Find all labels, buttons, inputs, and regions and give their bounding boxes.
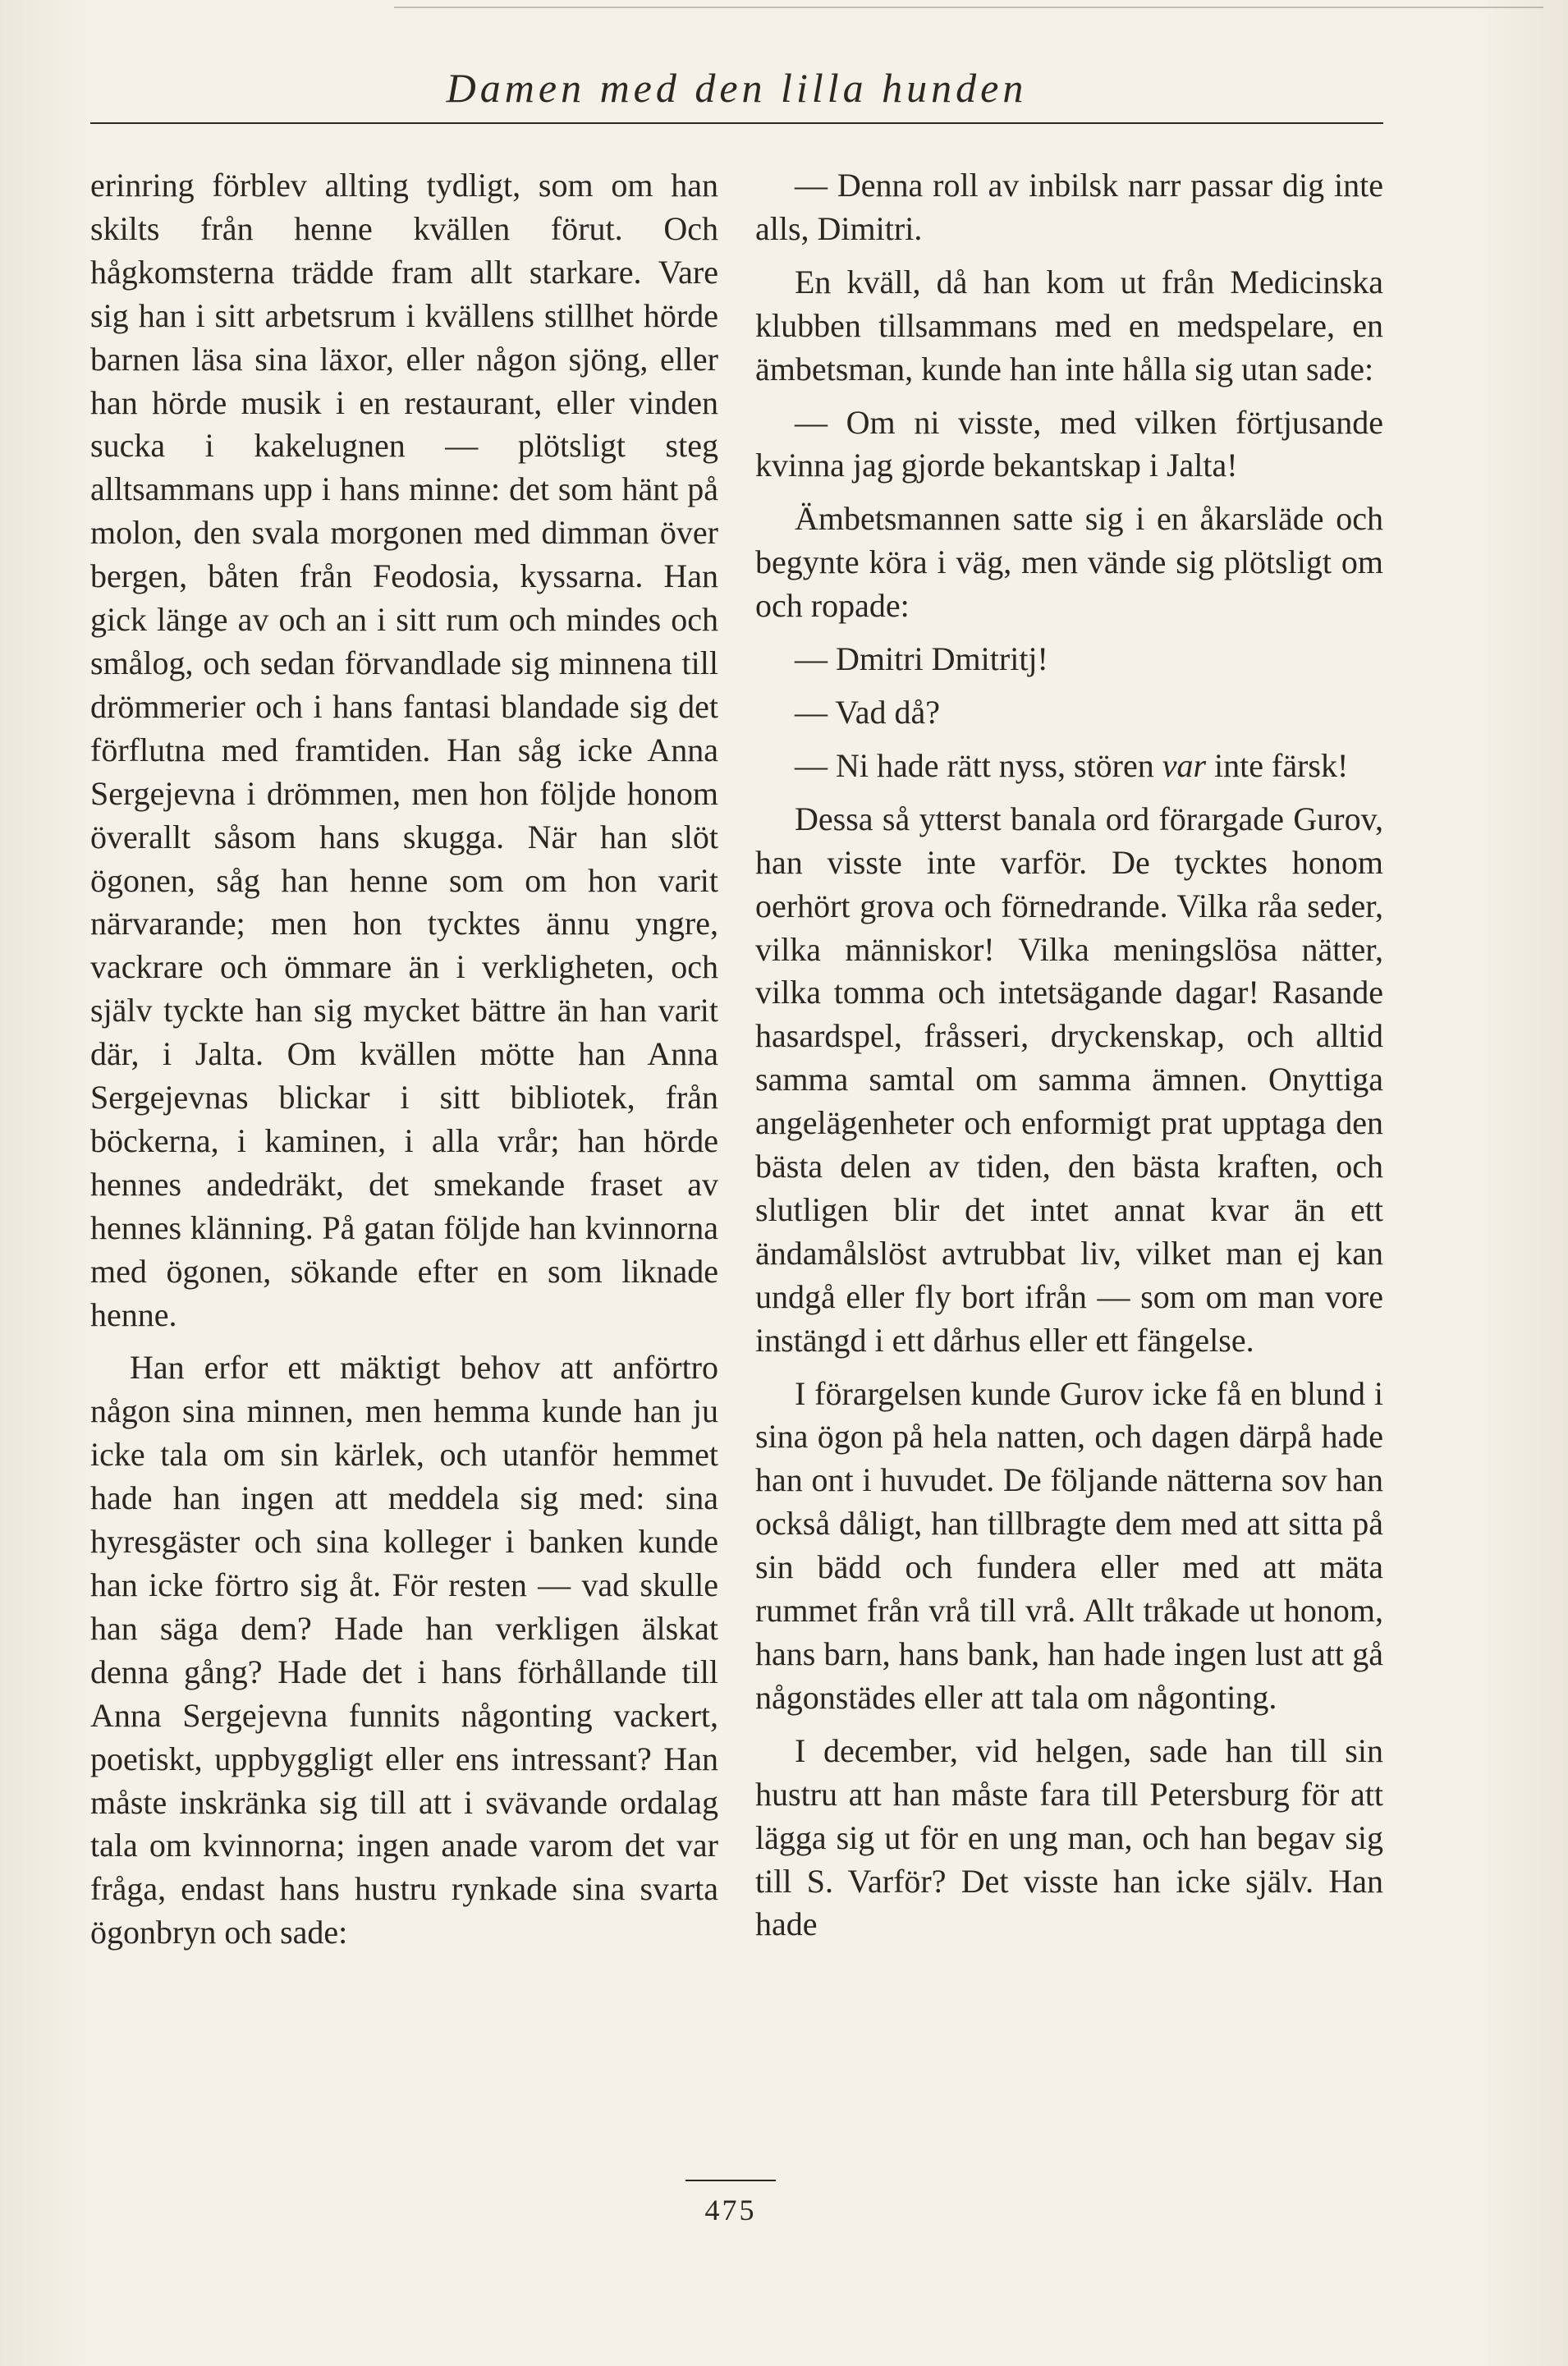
page-number: 475 [704,2194,757,2226]
dialogue-line: — Denna roll av inbilsk narr passar dig inte alls, Dimitri. [755,167,1383,247]
paragraph: I december, vid helgen, sade han till sin hustru att han måste fara till Petersburg för att lägga sig ut för en ung man, och han begav sig till S. Varför? Det visste han icke själv. Han hade [755,1731,1383,1943]
paragraph: Ämbetsmannen satte sig i en åkarsläde och begynte köra i väg, men vände sig plötsligt om och ropade: [755,500,1383,625]
left-column [90,164,718,1955]
footer-rule [685,2180,776,2181]
dialogue-line: — Vad då? [795,693,940,731]
right-column [755,164,1383,1946]
dialogue-line [755,745,1383,788]
paragraph: erinring förblev allting tydligt, som om han skilts från henne kvällen förut. Och hågkomsterna trädde fram allt starkare. Vare sig han i sitt arbetsrum i kvällens stillhet hörde barnen läsa sina läxor, eller någon sjöng, eller han hörde musik i en restaurant, eller vinden sucka i kakelugnen — plötsligt steg alltsammans upp i hans minne: det som hänt på molon, den svala morgonen med dimman över bergen, båten från Feodosia, kyssarna. Han gick länge av och an i sitt rum och mindes och smålog, och sedan förvandlade sig minnena till drömmerier och i hans fantasi blandade sig det förflutna med framtiden. Han såg icke Anna Sergejevna i drömmen, men hon följde honom överallt såsom hans skugga. När han slöt ögonen, såg han henne som om hon varit närvarande; men hon tycktes ännu yngre, vackrare och ömmare än i verkligheten, och själv tyckte han sig mycket bättre än han varit där, i Jalta. Om kvällen mötte han Anna Sergejevnas blickar i sitt bibliotek, från böckerna, i kaminen, i alla vrår; han hörde hennes andedräkt, det smekande fraset av hennes klänning. På gatan följde han kvinnorna med ögonen, sökande efter en som liknade henne. [90,167,718,1333]
page-top-edge [394,7,1543,8]
paragraph: Han erfor ett mäktigt behov att anförtro någon sina minnen, men hemma kunde han ju icke tala om sin kärlek, och utanför hemmet hade han ingen att meddela sig med: sina hyresgäster och sina kolleger i banken kunde han icke förtro sig åt. För resten — vad skulle han säga dem? Hade han verkligen älskat denna gång? Hade det i hans förhållande till Anna Sergejevna funnits någonting vackert, poetiskt, uppbyggligt eller ens intressant? Han måste inskränka sig till att i svävande ordalag tala om kvinnorna; ingen anade varom det var fråga, endast hans hustru rynkade sina svarta ögonbryn och sade: [90,1349,718,1951]
paragraph: En kväll, då han kom ut från Medicinska klubben tillsammans med en medspelare, en ämbetsman, kunde han inte hålla sig utan sade: [755,263,1383,387]
page-header [90,57,1383,128]
dialogue-text: inte färsk! [1206,746,1349,784]
dialogue-text: — Ni hade rätt nyss, stören [795,746,1162,784]
running-title: Damen med den lilla hunden [446,65,1028,111]
dialogue-line: — Dmitri Dmitritj! [795,640,1048,678]
emphasis: var [1162,746,1207,784]
header-rule [90,122,1383,124]
paragraph: Dessa så ytterst banala ord förargade Gurov, han visste inte varför. De tycktes honom oerhört grova och förnedrande. Vilka råa seder, vilka människor! Vilka meningslösa nätter, vilka tomma och intetsägande dagar! Rasande hasardspel, fråsseri, dryckenskap, och alltid samma samtal om samma ämnen. Onyttiga angelägenheter och enformigt prat upptaga den bästa delen av tiden, den bästa kraften, och slutligen blir det intet annat kvar än ett ändamålslöst avtrubbat liv, vilket man ej kan undgå eller fly bort ifrån — som om man vore instängd i ett dårhus eller ett fängelse. [755,800,1383,1359]
dialogue-line: — Om ni visste, med vilken förtjusande kvinna jag gjorde bekantskap i Jalta! [755,403,1383,484]
paragraph: I förargelsen kunde Gurov icke få en blund i sina ögon på hela natten, och dagen därpå hade han ont i huvudet. De följande nätterna sov han också dåligt, han tillbragte dem med att sitta på sin bädd och fundera eller med att mäta rummet från vrå till vrå. Allt tråkade ut honom, hans barn, hans bank, han hade ingen lust att gå någonstädes eller att tala om någonting. [755,1374,1383,1716]
page-footer [685,2180,776,2229]
